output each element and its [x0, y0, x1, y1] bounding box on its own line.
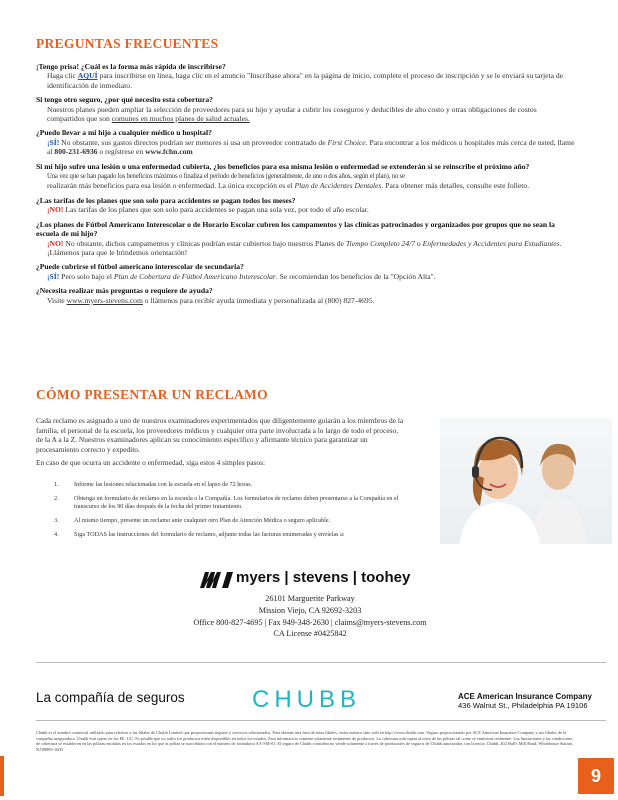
step-text: Al mismo tiempo, presente un reclamo ante cualquier otro Plan de Atención Médica o seguro aplicable. [74, 517, 331, 524]
insurer-address: 436 Walnut St., Philadelphia PA 19106 [458, 701, 588, 710]
answer-text: Plan de Cobertura de Fútbol Americano Interescolar [113, 271, 276, 281]
step-text: Siga TODAS las instrucciones del formulario de reclamo, adjunte todas las facturas enumeradas y envíelas a: [74, 531, 345, 538]
claim-intro-text: Cada reclamo es asignado a uno de nuestros examinadores experimentados que diligentemente guiarán a los miembros de la familia, el personal de la escuela, los proveedores médicos y cualquier otra parte involucrada a lo largo de todo el proceso, de la A a la Z. Nuestros examinadores aplican su conocimiento específico y afirmante técnico para garantizar un procesamiento correcto y expedito. [36, 416, 404, 454]
claim-intro [36, 416, 406, 468]
answer-text: o llámenos para recibir ayuda inmediata y personalizada al (800) 827-4695. [142, 295, 375, 305]
yes-emphasis: ¡SÍ! [47, 271, 60, 281]
address-line: Mission Viejo, CA 92692-3203 [258, 605, 362, 615]
answer-text: Visite [47, 295, 67, 305]
faq-answer [47, 296, 576, 305]
faq-answer [47, 205, 576, 214]
answer-text: para inscribirse en línea, haga clic en el anuncio "Inscríbase ahora" en la página de inicio, complete el proceso de inscripción y se le enviará su tarjeta de identificación de inmediato. [47, 71, 564, 90]
answer-text: comunes en muchos planes de salud actuales. [111, 114, 250, 124]
faq-list [36, 62, 576, 305]
faq-question: ¿Los planes de Fútbol Americano Interescolar o de Horario Escolar cubren los campamentos y las clínicas patrocinados y organizados por grupos que no sean la escuela de mi hijo? [36, 219, 555, 239]
faq-question: Si mi hijo sufre una lesión o una enfermedad cubierta, ¿los beneficios para esa misma lesión o enfermedad se extenderán si se reinscribe el próximo año? [36, 161, 530, 171]
enroll-link[interactable]: AQUÍ [77, 71, 98, 81]
answer-text: Enfermedades y Accidentes para Estudiantes [422, 238, 560, 248]
answer-text: Tiempo Completo 24/7 [345, 238, 416, 248]
faq-heading: PREGUNTAS FRECUENTES [36, 36, 219, 51]
answer-text: No obstante, sus gastos directos podrían ser menores si usa un proveedor contratado de [59, 137, 328, 147]
faq-question: ¿Puede cubrirse el fútbol americano interescolar de secundaria? [36, 262, 244, 272]
support-agents-photo [440, 418, 612, 544]
claim-steps [54, 481, 414, 545]
insurer-name: ACE American Insurance Company [458, 692, 592, 701]
license-line: CA License #0425842 [273, 629, 347, 639]
answer-text: o regístrese en [97, 147, 146, 157]
answer-text: Nuestros planes pueden ampliar la selección de proveedores para su hijo y ayudar a cubrir los coseguros y deducibles de alto costo y otras obligaciones de costos compartidos que son [47, 104, 537, 124]
page-number: 9 [578, 758, 614, 794]
accent-bar [0, 756, 4, 796]
website-link[interactable]: www.myers-stevens.com [66, 295, 143, 305]
answer-text: Pero solo bajo el [59, 271, 114, 281]
faq-answer [47, 239, 576, 258]
answer-text: Plan de Accidentes Dentales [294, 181, 382, 191]
insurer-tagline: La compañía de seguros [36, 690, 185, 705]
list-item [54, 531, 414, 539]
answer-text: No obstante, dichos campamentos y clínicas podrían estar cubiertos bajo nuestros Planes de [63, 238, 346, 248]
answer-text: Haga clic [47, 71, 78, 81]
faq-question: ¿Necesita realizar más preguntas o requiere de ayuda? [36, 286, 213, 296]
insurer-info [458, 692, 592, 710]
faq-question: ¿Las tarifas de los planes que son solo para accidentes se pagan todos los meses? [36, 195, 296, 205]
faq-answer [47, 71, 576, 90]
answer-text: First Choice [327, 137, 366, 147]
no-emphasis: ¡NO! [47, 205, 64, 215]
address-line: 26101 Marguerite Parkway [265, 594, 355, 603]
divider [36, 662, 606, 663]
yes-emphasis: ¡SÍ! [47, 137, 60, 147]
step-number: 4. [54, 531, 59, 538]
answer-text: Las tarifas de los planes que son solo para accidentes se pagan una sola vez, por todo el año escolar. [63, 205, 369, 215]
answer-text: . Para obtener más detalles, consulte este folleto. [381, 181, 530, 191]
faq-answer [47, 171, 576, 191]
answer-text: o [415, 238, 423, 248]
myers-stevens-logo [200, 570, 430, 590]
no-emphasis: ¡NO! [47, 238, 64, 248]
list-item [54, 517, 414, 525]
logo-text: myers | stevens | toohey [236, 569, 411, 586]
answer-text: realizarán más beneficios para esa lesión o enfermedad. La única excepción es el [47, 181, 295, 191]
answer-text: . Se recomiendan los beneficios de la "Opción Alta". [275, 271, 436, 281]
answer-text: Una vez que se han pagado los beneficios máximos o finaliza el período de beneficios (generalmente, de uno o dos años, según el plan), no se [47, 173, 405, 181]
faq-question: ¡Tengo prisa! ¿Cuál es la forma más rápida de inscribirse? [36, 62, 226, 71]
step-number: 3. [54, 517, 59, 524]
step-text: Obtenga un formulario de reclamo en la escuela o la Compañía. Los formularios de reclamo deben presentarse a la Compañía en el transcurso de los 90 días después de la fecha del primer tratamiento. [74, 495, 399, 510]
answer-text: . Para encontrar a los médicos u hospitales más cerca de usted, llame al [47, 137, 575, 157]
faq-answer [47, 272, 576, 281]
contact-line: Office 800-827-4695 | Fax 949-348-2630 | claims@myers-stevens.com [193, 617, 427, 627]
claim-heading: CÓMO PRESENTAR UN RECLAMO [36, 387, 268, 402]
divider [36, 720, 606, 721]
website-link[interactable]: www.fchn.com [145, 147, 193, 157]
steps-intro: En caso de que ocurra un accidente o enfermedad, siga estos 4 simples pasos: [36, 458, 266, 468]
step-text: Informe las lesiones relacionadas con la escuela en el lapso de 72 horas. [74, 481, 253, 488]
step-number: 2. [54, 495, 59, 502]
fine-print: Chubb es el nombre comercial utilizado para referirse a las filiales de Chubb Limited que proporcionan seguros y servicios relacionados. Para obtener una lista de estas filiales, visite nuestro sitio web en http://www.chubb.com. Seguro proporcionado por ACE American Insurance Company y sus filiales de la compañía aseguradora. Chubb está sujeto en los EE. UU. Es posible que no todos los productos estén disponibles en todos los estados. Esta información contiene solamente resúmenes de productos. La cobertura está sujeta al texto de las pólizas tal como se emitieron realmente. Las limitaciones y las condiciones de cobertura se establecen en las pólizas emitidas en los estados en los que la póliza se suscribirán con el número de formulario AA-SM-01. El seguro de Chubb considera no vende solamente a través de productores de seguros de Chubb autorizados con licencia. Chubb, 202 Hall's Mill Road, Whitehouse Station, NJ 08889-1600 [36, 730, 574, 752]
answer-text: . ¡Llámenos para que le brindemos orientación! [47, 238, 562, 257]
list-item [54, 481, 414, 489]
step-number: 1. [54, 481, 59, 488]
chubb-logo: CHUBB [252, 686, 362, 713]
company-address [170, 593, 450, 640]
faq-question: ¿Puedo llevar a mi hijo a cualquier médico u hospital? [36, 128, 212, 138]
faq-answer [47, 105, 576, 124]
faq-answer [47, 138, 576, 157]
phone-number: 800-231-6936 [54, 147, 98, 157]
list-item [54, 495, 414, 511]
faq-question: Si tengo otro seguro, ¿por qué necesito esta cobertura? [36, 95, 213, 105]
